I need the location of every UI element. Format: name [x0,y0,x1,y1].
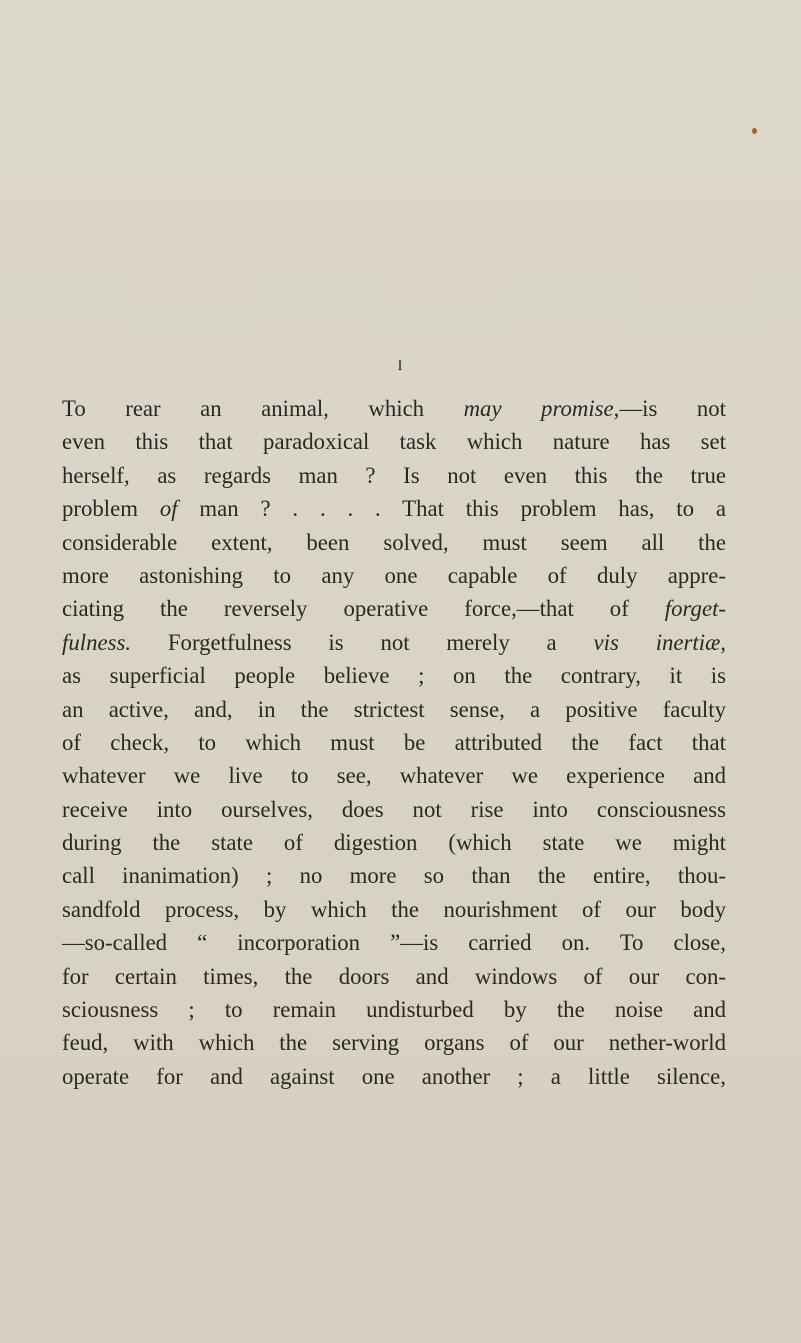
text-line [62,592,726,625]
text-run: problem [62,496,160,522]
text-run: —so-called “ incorporation ”—is carried on. To close, [62,930,726,956]
text-line [62,1060,726,1093]
text-line [62,392,726,425]
text-run: To rear an animal, which [62,396,464,421]
ink-speck [752,128,757,134]
text-run: more astonishing to any one capable of duly appre- [62,562,726,588]
text-line [62,559,726,592]
body-text [62,392,726,1093]
text-run: Forgetfulness is not merely a [131,629,594,655]
text-run: ciating the reversely operative force,—that of [62,596,665,622]
text-run: ,—is not [613,396,726,421]
text-line [62,659,726,692]
text-line [62,893,726,926]
text-run: as superficial people believe ; on the contrary, it is [62,663,726,689]
text-run: an active, and, in the strictest sense, a positive faculty [62,696,726,722]
text-line [62,1026,726,1059]
text-run: feud, with which the serving organs of our nether-world [62,1030,726,1056]
text-line [62,759,726,792]
text-run: herself, as regards man ? Is not even this the true [62,462,726,488]
text-line [62,726,726,759]
text-line [62,826,726,859]
italic-text: vis inertiæ, [593,629,726,655]
text-run: even this that paradoxical task which nature has set [62,429,726,455]
text-line [62,492,726,525]
text-run: sandfold process, by which the nourishment of our body [62,896,726,922]
section-number: I [397,358,404,374]
italic-text: fulness. [62,629,132,655]
text-line [62,926,726,959]
text-line [62,626,726,659]
text-run: sciousness ; to remain undisturbed by the noise and [62,997,726,1023]
text-run: considerable extent, been solved, must seem all the [62,529,726,555]
italic-text: may promise [463,396,614,421]
text-run: of check, to which must be attributed the fact that [62,729,726,755]
text-line [62,793,726,826]
text-line [62,693,726,726]
text-line [62,993,726,1026]
text-line [62,425,726,458]
text-run: for certain times, the doors and windows of our con- [62,963,726,989]
text-run: call inanimation) ; no more so than the entire, thou- [62,863,726,889]
italic-text: of [159,496,178,522]
text-run: receive into ourselves, does not rise into consciousness [62,796,726,822]
text-run: man ? . . . . That this problem has, to a [177,496,726,522]
text-line [62,859,726,892]
text-run: whatever we live to see, whatever we experience and [62,763,726,789]
text-run: during the state of digestion (which state we might [62,830,726,856]
text-line [62,459,726,492]
text-run: operate for and against one another ; a little silence, [62,1063,726,1089]
text-line [62,960,726,993]
italic-text: forget- [664,596,726,622]
text-line [62,526,726,559]
